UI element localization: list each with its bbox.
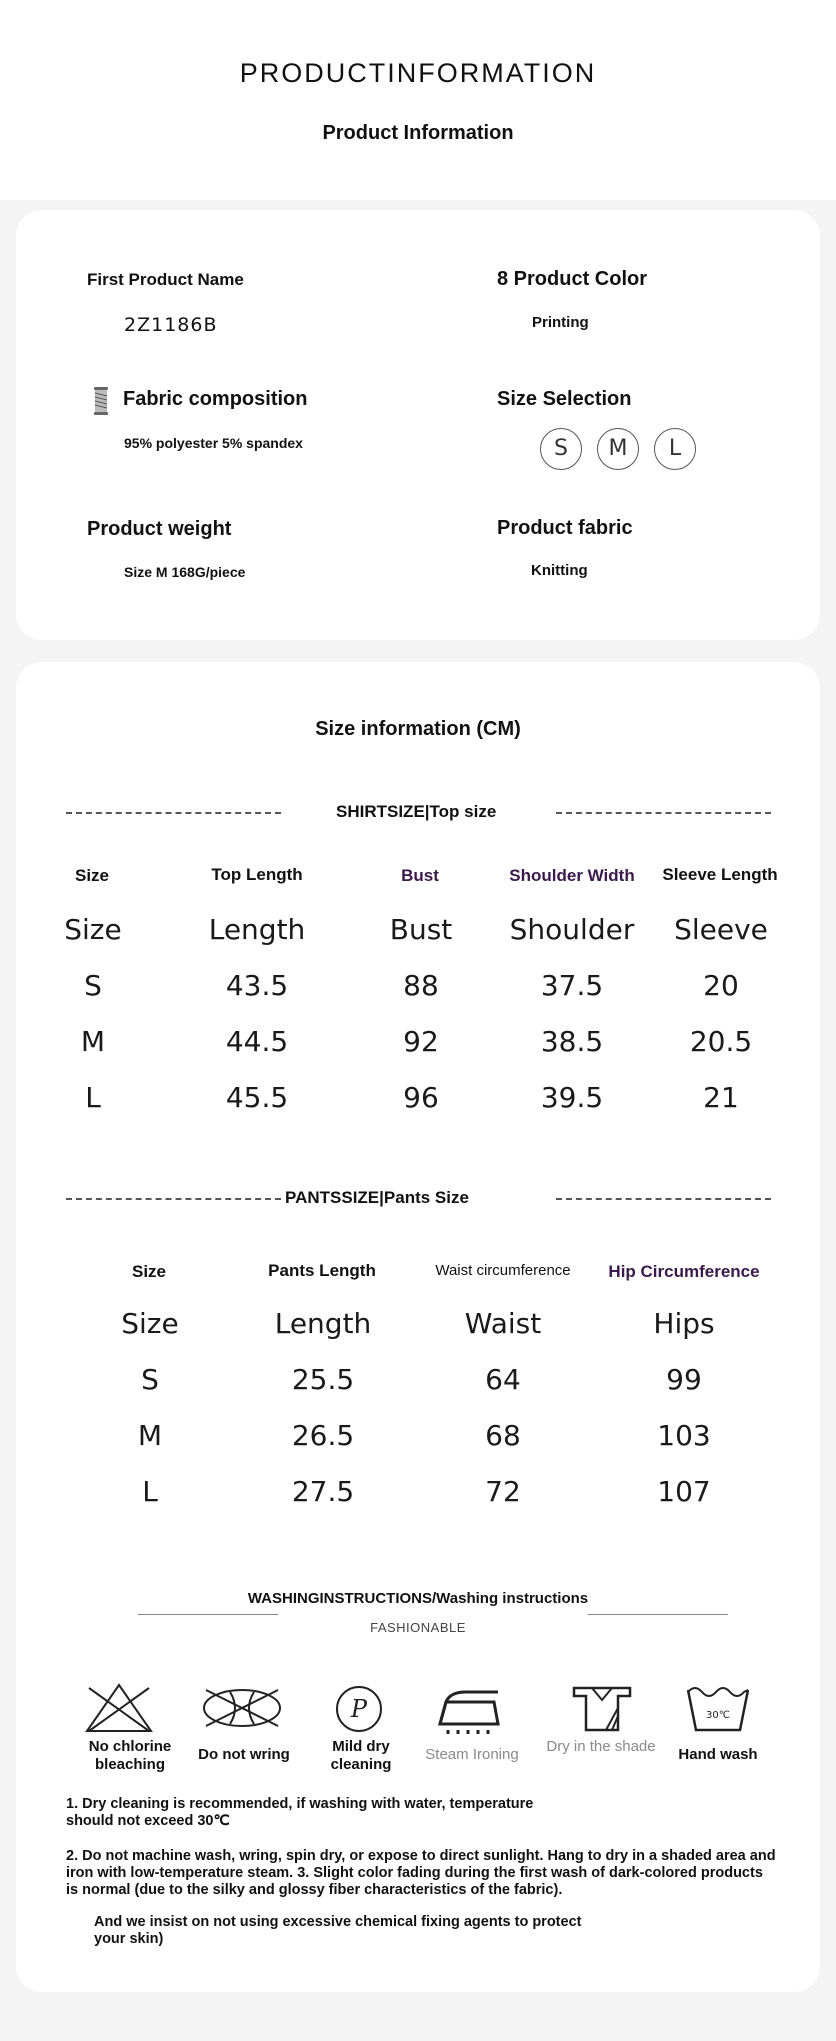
shirt-header-bust: Bust [401, 866, 439, 885]
no-wring-icon [200, 1686, 284, 1730]
cell: 20.5 [689, 1025, 753, 1058]
hand-wash-label: Hand wash [678, 1746, 758, 1763]
pants-header-size: Size [131, 1262, 167, 1281]
pants-size-title: PANTSSIZE|Pants Size [285, 1188, 469, 1207]
product-name-label: First Product Name [87, 270, 244, 289]
cell: 68 [485, 1419, 521, 1452]
cell: 44.5 [225, 1025, 289, 1058]
cell: 43.5 [225, 969, 289, 1002]
cell: L [142, 1475, 158, 1508]
dry-clean-label: Mild dry cleaning [330, 1738, 392, 1773]
product-color-label: 8 Product Color [497, 268, 648, 290]
cell: 103 [657, 1419, 711, 1452]
shirt-header-shoulder-width: Shoulder Width [509, 866, 635, 885]
washing-subtitle: FASHIONABLE [370, 1620, 466, 1635]
cell: 25.5 [291, 1363, 355, 1396]
dry-shade-label: Dry in the shade [546, 1738, 656, 1755]
divider-right [588, 1614, 728, 1615]
shirt-size-title: SHIRTSIZE|Top size [336, 802, 497, 821]
divider-left [138, 1614, 278, 1615]
divider-left [66, 1198, 281, 1200]
product-weight-value: Size M 168G/piece [124, 564, 246, 580]
cell: Shoulder [509, 913, 635, 946]
shirt-header-size: Size [74, 866, 110, 885]
cell: 99 [666, 1363, 702, 1396]
cell: Hips [653, 1307, 715, 1340]
page-header [0, 0, 836, 200]
cell: 45.5 [225, 1081, 289, 1114]
divider-right [556, 1198, 771, 1200]
shirt-header-sleeve-length: Sleeve Length [662, 865, 778, 884]
cell: 20 [703, 969, 739, 1002]
cell: M [137, 1419, 163, 1452]
cell: 37.5 [540, 969, 604, 1002]
product-fabric-label: Product fabric [497, 517, 633, 539]
pants-header-waist: Waist circumference [435, 1262, 571, 1279]
care-note-3: And we insist on not using excessive chemical fixing agents to protect your skin) [94, 1914, 582, 1947]
cell: 26.5 [291, 1419, 355, 1452]
cell: Waist [464, 1307, 542, 1340]
no-chlorine-label: No chlorine bleaching [88, 1738, 172, 1773]
hand-wash-glyph: 30℃ [706, 1710, 730, 1721]
product-name-value: 2Z1186B [124, 314, 218, 336]
product-color-value: Printing [532, 314, 589, 331]
cell: L [85, 1081, 101, 1114]
care-note-2: 2. Do not machine wash, wring, spin dry, or expose to direct sunlight. Hang to dry in a shaded area and iron with low-temperature steam. 3. Slight color fading during the first wash of dark-colored products is normal (due to the silky and glossy fiber characteristics of the fabric). [66, 1848, 776, 1898]
size-option-l[interactable]: L [654, 428, 696, 470]
cell: Size [121, 1307, 179, 1340]
cell: 96 [403, 1081, 439, 1114]
dry-clean-glyph: P [350, 1695, 368, 1723]
cell: Sleeve [674, 913, 768, 946]
cell: 39.5 [540, 1081, 604, 1114]
cell: M [80, 1025, 106, 1058]
cell: S [84, 969, 102, 1002]
dry-shade-icon [570, 1682, 634, 1734]
size-selection-label: Size Selection [497, 388, 632, 410]
thread-spool-icon [92, 386, 110, 416]
no-wring-label: Do not wring [198, 1746, 290, 1763]
hand-wash-icon [684, 1682, 752, 1734]
cell: 88 [403, 969, 439, 1002]
cell: Bust [389, 913, 453, 946]
cell: Size [64, 913, 122, 946]
pants-header-pants-length: Pants Length [268, 1261, 376, 1280]
product-fabric-value: Knitting [531, 562, 588, 579]
cell: Length [274, 1307, 372, 1340]
cell: 72 [485, 1475, 521, 1508]
fabric-composition-label: Fabric composition [123, 388, 308, 410]
cell: 107 [657, 1475, 711, 1508]
dry-clean-icon [334, 1684, 384, 1734]
care-note-1: 1. Dry cleaning is recommended, if washing with water, temperature should not exceed 30℃ [66, 1796, 534, 1829]
shirt-header-top-length: Top Length [211, 865, 303, 884]
size-info-title: Size information (CM) [315, 718, 521, 740]
fabric-composition-value: 95% polyester 5% spandex [124, 435, 303, 451]
divider-right [556, 812, 771, 814]
size-option-s[interactable]: S [540, 428, 582, 470]
cell: 21 [703, 1081, 739, 1114]
size-option-m[interactable]: M [597, 428, 639, 470]
size-washing-card [16, 662, 820, 1992]
product-info-card [16, 210, 820, 640]
cell: S [141, 1363, 159, 1396]
cell: 64 [485, 1363, 521, 1396]
product-weight-label: Product weight [87, 518, 232, 540]
washing-title: WASHINGINSTRUCTIONS/Washing instructions [247, 1590, 589, 1607]
cell: 92 [403, 1025, 439, 1058]
steam-iron-icon [436, 1686, 502, 1736]
steam-iron-label: Steam Ironing [425, 1746, 519, 1763]
cell: 38.5 [540, 1025, 604, 1058]
cell: 27.5 [291, 1475, 355, 1508]
page-title: PRODUCTINFORMATION [239, 58, 597, 88]
page-subtitle: Product Information [322, 122, 514, 144]
cell: Length [208, 913, 306, 946]
pants-header-hip: Hip Circumference [608, 1262, 760, 1281]
divider-left [66, 812, 281, 814]
no-chlorine-icon [84, 1682, 154, 1734]
